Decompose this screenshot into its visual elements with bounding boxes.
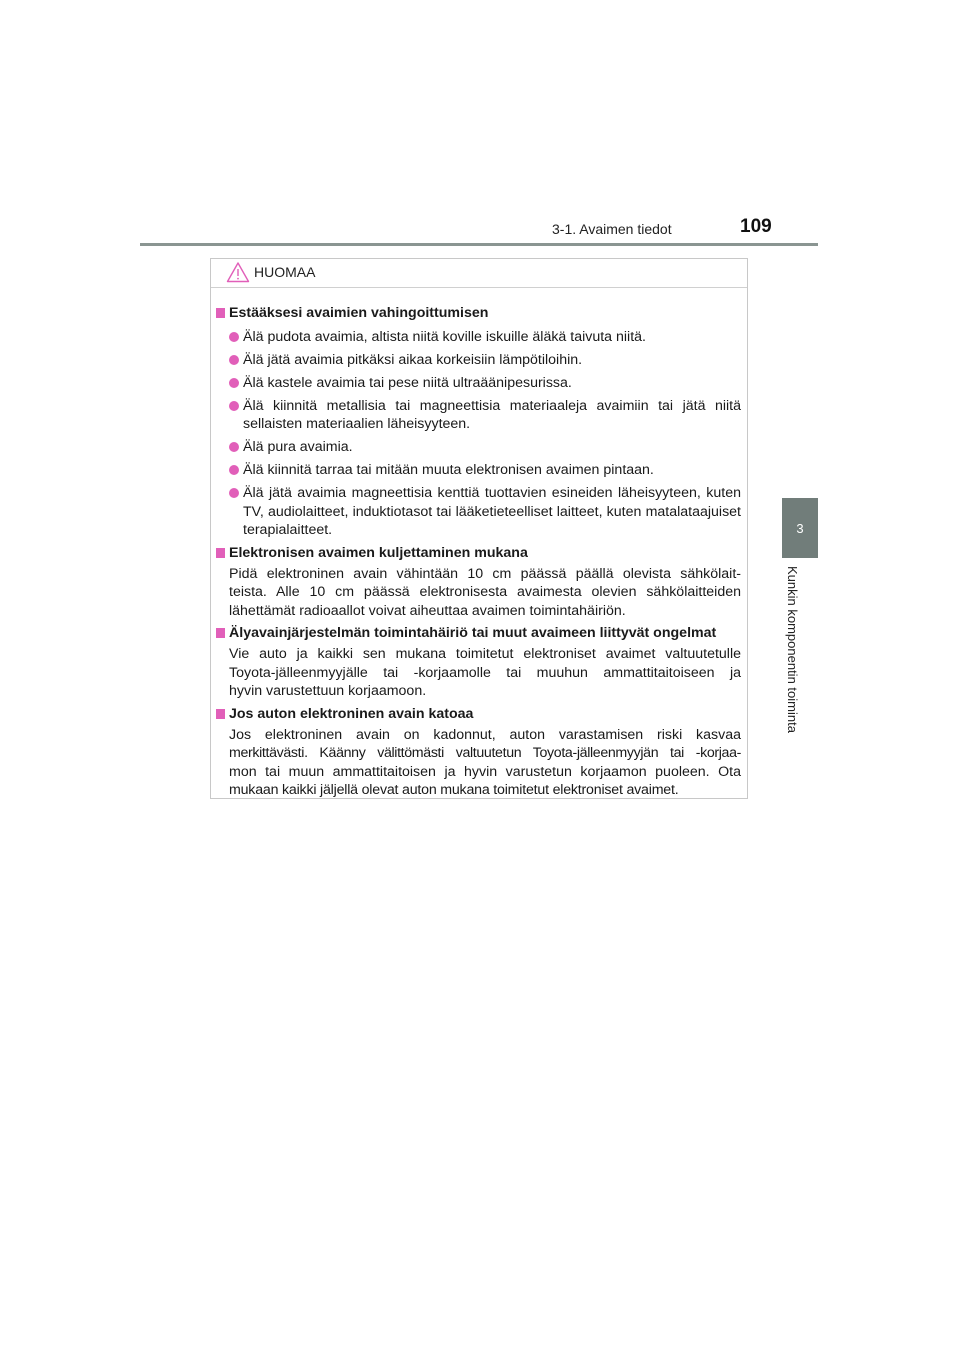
text-line: mon tai muun ammattitaitoisen ja hyvin varustetun korjaamon puoleen. Ota — [229, 763, 741, 780]
notice-title: HUOMAA — [254, 264, 316, 280]
list-item: Älä pura avaimia. — [211, 438, 749, 457]
paragraph — [211, 726, 749, 800]
text-line: hyvin varustettuun korjaamoon. — [229, 683, 427, 699]
chapter-number: 3 — [796, 520, 804, 536]
text-line: Toyota-jälleenmyyjälle tai -korjaamolle tai muuhun ammattitaitoiseen ja — [229, 664, 741, 681]
text-line: mukaan kaikki jäljellä olevat auton mukana toimitetut elektroniset avaimet. — [229, 782, 679, 798]
section-title: 3-1. Avaimen tiedot — [552, 221, 672, 237]
chapter-title: Kunkin komponentin toiminta — [785, 566, 800, 733]
page-number: 109 — [740, 216, 772, 237]
warning-triangle-icon — [226, 261, 250, 283]
notice-box — [210, 258, 748, 799]
section-heading: Älyavainjärjestelmän toimintahäiriö tai muut avaimeen liittyvät ongelmat — [211, 623, 749, 643]
text-line: Pidä elektroninen avain vähintään 10 cm päässä päällä olevista sähkölait- — [229, 565, 741, 582]
notice-header — [211, 259, 747, 288]
section-heading: Jos auton elektroninen avain katoaa — [211, 704, 749, 724]
list-item: Älä pudota avaimia, altista niitä koville iskuille äläkä taivuta niitä. — [211, 328, 749, 347]
section-heading: Elektronisen avaimen kuljettaminen mukana — [211, 543, 749, 563]
list-item: Älä kastele avaimia tai pese niitä ultraäänipesurissa. — [211, 374, 749, 393]
text-line: lähettämät radioaallot voivat aiheuttaa avaimen toimintahäiriön. — [229, 602, 626, 619]
paragraph — [211, 565, 749, 621]
text-line: merkittävästi. Käänny välittömästi valtuutetun Toyota-jälleenmyyjän tai -korjaa- — [229, 745, 741, 761]
list-item: Älä jätä avaimia magneettisia kenttiä tuottavien esineiden läheisyyteen, kuten TV, audiolaitteet, induktiotasot tai lääketieteelliset laitteet, kuten matalataajuiset terapialaitteet. — [211, 484, 749, 540]
text-line: Vie auto ja kaikki sen mukana toimitetut elektroniset avaimet valtuutetulle — [229, 646, 741, 662]
notice-content — [211, 300, 749, 800]
paragraph — [211, 645, 749, 701]
list-item: Älä kiinnitä metallisia tai magneettisia materiaaleja avaimiin tai jätä niitä sellaisten materiaalien läheisyyteen. — [211, 397, 749, 434]
list-item: Älä jätä avaimia pitkäksi aikaa korkeisiin lämpötiloihin. — [211, 351, 749, 370]
text-line: teista. Alle 10 cm päässä elektronisesta avaimesta olevien sähkölaitteiden — [229, 584, 741, 600]
section-heading: Estääksesi avaimien vahingoittumisen — [211, 303, 749, 323]
header-rule — [140, 243, 818, 246]
list-item: Älä kiinnitä tarraa tai mitään muuta elektronisen avaimen pintaan. — [211, 461, 749, 480]
text-line: Jos elektroninen avain on kadonnut, auton varastamisen riski kasvaa — [229, 726, 741, 743]
chapter-tab — [782, 498, 818, 558]
